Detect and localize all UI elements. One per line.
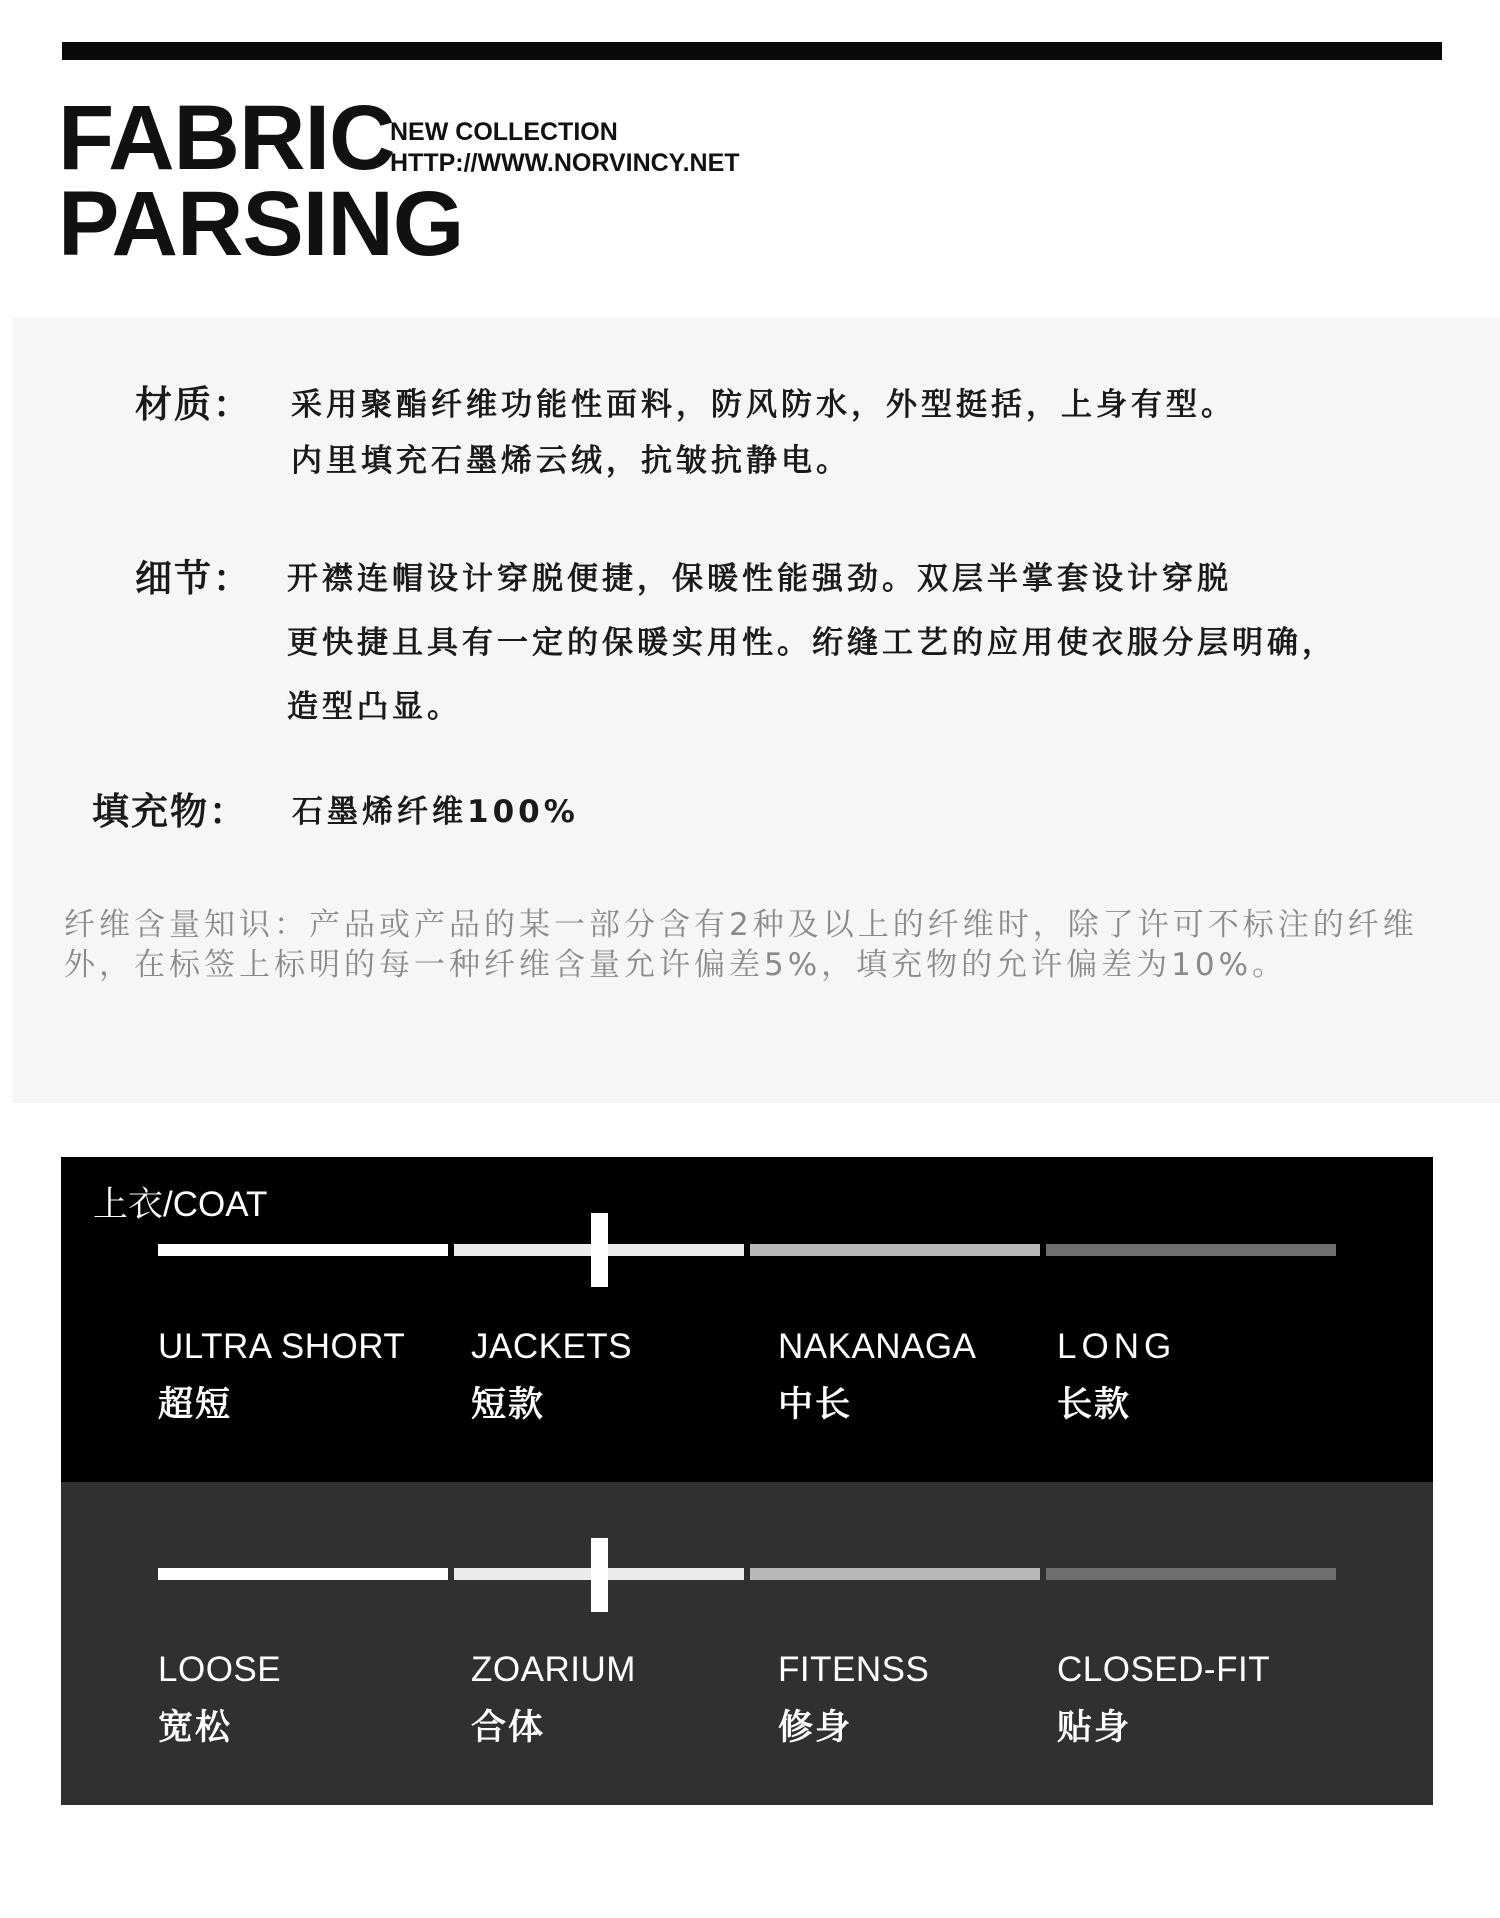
detail-label: 细节： (135, 557, 252, 600)
website-url: HTTP://WWW.NORVINCY.NET (390, 149, 740, 177)
material-line-1: 采用聚酯纤维功能性面料，防风防水，外型挺括，上身有型。 (291, 387, 1236, 423)
length-option-en: JACKETS (471, 1327, 633, 1366)
length-segment-1 (158, 1244, 448, 1256)
filling-label: 填充物： (92, 790, 248, 833)
size-chart (61, 1157, 1433, 1805)
fit-option-en: FITENSS (778, 1650, 930, 1689)
fiber-content-note: 纤维含量知识：产品或产品的某一部分含有2种及以上的纤维时，除了许可不标注的纤维外，在标签上标明的每一种纤维含量允许偏差5%，填充物的允许偏差为10%。 (64, 907, 1418, 983)
material-row (135, 377, 1236, 489)
fit-segment-1 (158, 1568, 448, 1580)
fabric-info-panel (12, 317, 1500, 1103)
fit-option-zh: 合体 (471, 1708, 546, 1748)
length-segment-3 (750, 1244, 1040, 1256)
length-option-en: NAKANAGA (778, 1327, 977, 1366)
detail-row (135, 547, 1337, 739)
length-option-nakanaga (778, 1327, 977, 1427)
fit-option-fitenss (778, 1650, 929, 1750)
length-option-ultra-short (158, 1327, 405, 1427)
length-selected-marker (591, 1213, 608, 1287)
filling-value: 石墨烯纤维100% (292, 794, 579, 830)
length-option-zh: 短款 (471, 1385, 546, 1425)
fit-band (61, 1482, 1433, 1805)
length-segment-4 (1046, 1244, 1336, 1256)
filling-row (92, 782, 579, 842)
subtitle (390, 117, 740, 179)
fit-option-zoarium (471, 1650, 636, 1750)
length-option-zh: 超短 (158, 1385, 233, 1425)
fit-option-en: LOOSE (158, 1650, 282, 1689)
detail-text (287, 547, 1337, 739)
fit-selected-marker (591, 1538, 608, 1612)
detail-line-3: 造型凸显。 (287, 689, 462, 725)
fit-option-zh: 贴身 (1057, 1708, 1132, 1748)
fit-option-en: ZOARIUM (471, 1650, 636, 1689)
length-option-long (1057, 1327, 1176, 1427)
material-line-2: 内里填充石墨烯云绒，抗皱抗静电。 (291, 443, 851, 479)
length-option-en: LONG (1057, 1327, 1177, 1366)
length-option-zh: 中长 (778, 1385, 853, 1425)
fit-segment-4 (1046, 1568, 1336, 1580)
detail-line-1: 开襟连帽设计穿脱便捷，保暖性能强劲。双层半掌套设计穿脱 (287, 561, 1232, 597)
material-text (291, 377, 1236, 489)
detail-line-2: 更快捷且具有一定的保暖实用性。绗缝工艺的应用使衣服分层明确， (287, 625, 1337, 661)
collection-label: NEW COLLECTION (390, 118, 618, 146)
length-option-jackets (471, 1327, 632, 1427)
length-title: 上衣/COAT (93, 1185, 268, 1224)
material-label: 材质： (135, 383, 252, 426)
fit-option-closed-fit (1057, 1650, 1270, 1750)
title-line-1: FABRIC (58, 87, 395, 189)
fit-option-loose (158, 1650, 281, 1750)
length-option-en: ULTRA SHORT (158, 1327, 406, 1366)
fit-segment-3 (750, 1568, 1040, 1580)
length-option-zh: 长款 (1057, 1385, 1132, 1425)
top-rule (62, 42, 1442, 60)
length-band (61, 1157, 1433, 1482)
title-line-2: PARSING (58, 173, 464, 275)
fit-option-zh: 修身 (778, 1708, 853, 1748)
fit-option-en: CLOSED-FIT (1057, 1650, 1271, 1689)
fit-option-zh: 宽松 (158, 1708, 233, 1748)
